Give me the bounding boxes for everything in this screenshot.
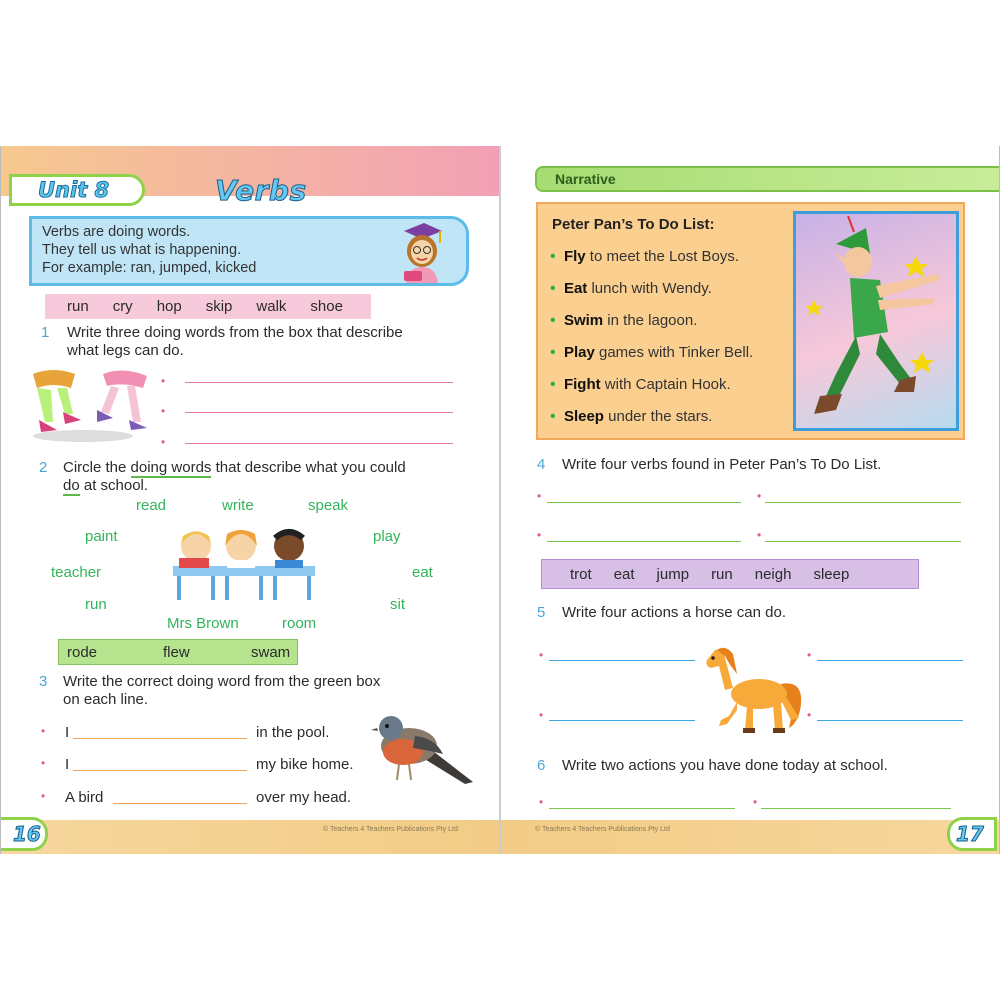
question-number: 3 (39, 673, 48, 690)
sentence-start: I (65, 724, 70, 741)
circle-word[interactable]: teacher (51, 564, 102, 581)
answer-line[interactable] (547, 502, 741, 503)
definition-line: Verbs are doing words. (42, 224, 191, 240)
bullet: • (807, 648, 812, 662)
bullet: • (539, 708, 544, 722)
answer-line[interactable] (761, 808, 951, 809)
answer-line[interactable] (817, 660, 963, 661)
page-number-tab (0, 817, 48, 851)
question-number: 1 (41, 324, 50, 341)
teacher-illustration (390, 221, 450, 283)
bullet: • (757, 489, 762, 503)
circle-word[interactable]: room (282, 615, 317, 632)
sentence-end: over my head. (256, 789, 352, 806)
todo-item: • Sleep under the stars. (550, 408, 713, 425)
sentence-end: in the pool. (256, 724, 330, 741)
students-illustration (171, 524, 321, 604)
unit-label: Unit 8 (9, 174, 145, 206)
answer-line[interactable] (547, 541, 741, 542)
bullet: • (807, 708, 812, 722)
word-box-item: eat (613, 565, 635, 583)
word-box-item: rode (67, 643, 98, 661)
question-text: Circle the doing words that describe what you could do at school. (63, 459, 406, 494)
answer-line[interactable] (73, 738, 247, 739)
section-header: Narrative (535, 166, 1000, 192)
circle-word[interactable]: sit (390, 596, 405, 613)
word-box-item: flew (163, 643, 190, 661)
definition-line: They tell us what is happening. (42, 242, 242, 258)
bullet: • (539, 795, 544, 809)
bullet: • (41, 789, 46, 803)
question-text: Write three doing words from the box that describe what legs can do. (67, 324, 403, 359)
circle-word[interactable]: eat (412, 564, 433, 581)
definition-box (29, 216, 469, 286)
legs-illustration (23, 368, 166, 444)
bullet: • (757, 528, 762, 542)
underlined-phrase: doing words (130, 459, 212, 476)
sentence-start: I (65, 756, 70, 773)
bullet: • (537, 489, 542, 503)
left-page (0, 146, 499, 854)
page-number: 17 (956, 822, 984, 846)
question-text: Write four verbs found in Peter Pan’s To Do List. (562, 456, 882, 473)
word-box-purple (541, 559, 919, 589)
word-box-item: skip (205, 298, 233, 315)
horse-illustration (703, 644, 807, 736)
peter-pan-illustration (796, 214, 956, 428)
right-page (501, 146, 1000, 854)
answer-line[interactable] (549, 808, 735, 809)
word-box-item: neigh (754, 565, 792, 583)
peter-pan-picture (793, 211, 959, 431)
circle-word[interactable]: Mrs Brown (167, 615, 239, 632)
todo-item: • Eat lunch with Wendy. (550, 280, 712, 297)
copyright: © Teachers 4 Teachers Publications Pty Ltd (535, 826, 670, 833)
answer-line[interactable] (549, 720, 695, 721)
circle-word[interactable]: run (85, 596, 107, 613)
question-number: 4 (537, 456, 546, 473)
answer-line[interactable] (73, 770, 247, 771)
answer-line[interactable] (185, 382, 453, 383)
definition-line: For example: ran, jumped, kicked (42, 260, 257, 276)
todo-item: • Play games with Tinker Bell. (550, 344, 754, 361)
todo-list-box (536, 202, 965, 440)
question-text: Write the correct doing word from the green box on each line. (63, 673, 381, 708)
page-number-tab (947, 817, 997, 851)
answer-line[interactable] (765, 502, 961, 503)
bullet: • (41, 756, 46, 770)
bullet: • (753, 795, 758, 809)
bird-illustration (369, 708, 477, 788)
page-number: 16 (13, 822, 41, 846)
question-number: 2 (39, 459, 48, 476)
todo-title: Peter Pan’s To Do List: (552, 216, 715, 233)
word-box-item: trot (570, 565, 592, 583)
word-box-item: run (67, 298, 89, 315)
circle-word[interactable]: speak (308, 497, 349, 514)
page-title: Verbs (215, 174, 307, 207)
todo-item: • Fight with Captain Hook. (550, 376, 731, 393)
answer-line[interactable] (185, 412, 453, 413)
question-number: 5 (537, 604, 546, 621)
word-box-item: jump (656, 565, 690, 583)
answer-line[interactable] (113, 803, 247, 804)
question-text: Write four actions a horse can do. (562, 604, 787, 621)
bullet: • (161, 374, 166, 388)
word-box-item: walk (256, 298, 287, 315)
todo-item: • Fly to meet the Lost Boys. (550, 248, 740, 265)
circle-word[interactable]: paint (85, 528, 118, 545)
word-box-item: sleep (813, 565, 850, 583)
bullet: • (539, 648, 544, 662)
circle-word[interactable]: play (373, 528, 401, 545)
copyright: © Teachers 4 Teachers Publications Pty Ltd (323, 826, 458, 833)
word-box-item: hop (156, 298, 182, 315)
bullet: • (537, 528, 542, 542)
answer-line[interactable] (185, 443, 453, 444)
answer-line[interactable] (765, 541, 961, 542)
bullet: • (41, 724, 46, 738)
circle-word[interactable]: write (222, 497, 254, 514)
answer-line[interactable] (549, 660, 695, 661)
bullet: • (161, 435, 166, 449)
word-box-item: shoe (310, 298, 343, 315)
todo-item: • Swim in the lagoon. (550, 312, 698, 329)
sentence-start: A bird (65, 789, 104, 806)
word-box-item: swam (251, 643, 291, 661)
word-box-green (58, 639, 298, 665)
word-box-pink (45, 294, 371, 319)
circle-word[interactable]: read (136, 497, 167, 514)
question-text: Write two actions you have done today at school. (562, 757, 888, 774)
sentence-end: my bike home. (256, 756, 354, 773)
word-box-item: cry (112, 298, 133, 315)
underlined-phrase: do (63, 477, 80, 494)
word-box-item: run (711, 565, 733, 583)
answer-line[interactable] (817, 720, 963, 721)
question-number: 6 (537, 757, 546, 774)
bullet: • (161, 404, 166, 418)
